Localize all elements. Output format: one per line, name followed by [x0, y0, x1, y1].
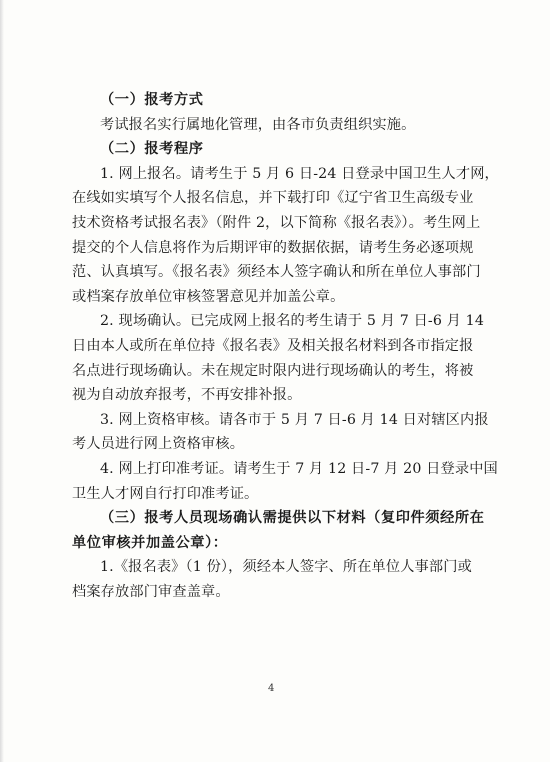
section-heading-3-continued: 单位审核并加盖公章）：: [72, 534, 228, 551]
paragraph-line: 考人员进行网上资格审核。: [72, 436, 245, 453]
paragraph-line: 技术资格考试报名表》（附件 2，以下简称《报名表》）。考生网上: [72, 214, 481, 231]
paragraph-line: 名点进行现场确认。未在规定时限内进行现场确认的考生，将被: [72, 362, 474, 379]
paragraph-line: 提交的个人信息将作为后期评审的数据依据，请考生务必逐项规: [72, 239, 474, 256]
paragraph-line: 考试报名实行属地化管理，由各市负责组织实施。: [100, 116, 416, 133]
paragraph-line: 3. 网上资格审核。请各市于 5 月 7 日-6 月 14 日对辖区内报: [100, 411, 489, 428]
paragraph-line: 视为自动放弃报考，不再安排补报。: [72, 387, 302, 404]
paragraph-line: 1. 网上报名。请考生于 5 月 6 日-24 日登录中国卫生人才网，: [100, 165, 499, 182]
paragraph-line: 档案存放部门审查盖章。: [72, 583, 230, 600]
paragraph-line: 在线如实填写个人报名信息，并下载打印《辽宁省卫生高级专业: [72, 190, 474, 207]
paragraph-line: 4. 网上打印准考证。请考生于 7 月 12 日-7 月 20 日登录中国: [100, 460, 498, 477]
paragraph-line: 卫生人才网自行打印准考证。: [72, 485, 259, 502]
paragraph-line: 或档案存放单位审核签署意见并加盖公章。: [72, 288, 345, 305]
paragraph-line: 1.《报名表》（1 份），须经本人签字、所在单位人事部门或: [100, 559, 472, 576]
page-number: 4: [268, 683, 275, 694]
paragraph-line: 范、认真填写。《报名表》须经本人签字确认和所在单位人事部门: [72, 264, 481, 281]
section-heading-2: （二）报考程序: [100, 141, 204, 158]
scan-edge: [0, 0, 4, 762]
paragraph-line: 2. 现场确认。已完成网上报名的考生请于 5 月 7 日-6 月 14: [100, 313, 485, 330]
document-body: [72, 88, 499, 604]
paragraph-line: 日由本人或所在单位持《报名表》及相关报名材料到各市指定报: [72, 337, 474, 354]
section-heading-3: （三）报考人员现场确认需提供以下材料（复印件须经所在: [100, 510, 485, 527]
section-heading-1: （一）报考方式: [100, 92, 204, 108]
